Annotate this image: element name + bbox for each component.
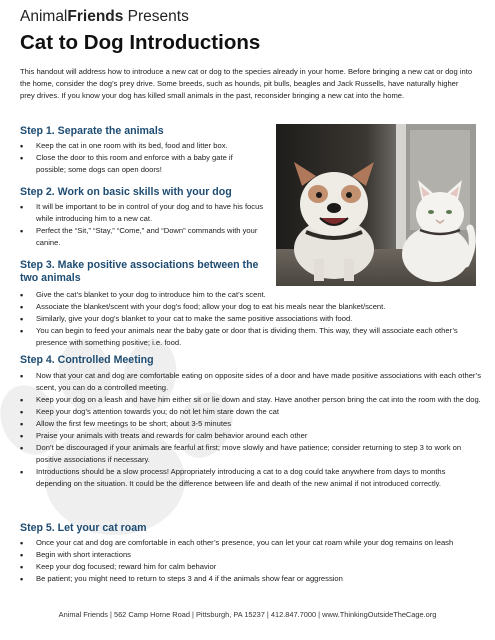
list-item: • Don’t be discouraged if your animals are fearful at first; move slowly and have patience; consider returning to step 3 to work on positive associations if necessary.	[20, 442, 482, 466]
list-item: • Give the cat’s blanket to your dog to introduce him to the cat’s scent.	[20, 289, 482, 301]
list-item: • Begin with short interactions	[20, 549, 482, 561]
list-item: • Keep your dog focused; reward him for calm behavior	[20, 561, 482, 573]
list-item: • Keep your dog’s attention towards you; do not let him stare down the cat	[20, 406, 482, 418]
list-item: • You can begin to feed your animals near the baby gate or door that is dividing them. This way, they will associate each other’s presence with something positive; i.e. food.	[20, 325, 482, 349]
step-1-list	[20, 140, 270, 176]
list-item: • Allow the first few meetings to be short; about 3-5 minutes	[20, 418, 482, 430]
step-4-heading: Step 4. Controlled Meeting	[20, 354, 154, 366]
brand-name-regular: Animal	[20, 8, 68, 25]
list-item: • Once your cat and dog are comfortable in each other’s presence, you can let your cat roam while your dog remains on leash	[20, 537, 482, 549]
list-item: • Perfect the “Sit,” “Stay,” “Come,” and “Down” commands with your canine.	[20, 225, 265, 249]
brand-name-bold: Friends	[67, 8, 124, 25]
list-item: • Associate the blanket/scent with your dog’s food; allow your dog to eat his meals near the blanket/scent.	[20, 301, 482, 313]
step-2-heading: Step 2. Work on basic skills with your dog	[20, 186, 232, 198]
step-5-list	[20, 537, 482, 585]
step-5-heading: Step 5. Let your cat roam	[20, 522, 147, 534]
step-4-list	[20, 370, 482, 490]
step-2-list	[20, 201, 265, 249]
list-item: • Be patient; you might need to return to steps 3 and 4 if the animals show fear or aggression	[20, 573, 482, 585]
dog-and-cat-illustration	[276, 124, 476, 286]
step-3-list	[20, 289, 482, 349]
step-1-heading: Step 1. Separate the animals	[20, 125, 164, 137]
list-item: • It will be important to be in control of your dog and to have his focus while introducing him to a new cat.	[20, 201, 265, 225]
list-item: • Close the door to this room and enforce with a baby gate if possible; some dogs can open doors!	[20, 152, 258, 176]
brand-line	[20, 8, 189, 26]
list-item: • Keep the cat in one room with its bed, food and litter box.	[20, 140, 270, 152]
step-3-heading: Step 3. Make positive associations between the two animals	[20, 259, 259, 284]
footer-contact: Animal Friends | 562 Camp Horne Road | Pittsburgh, PA 15237 | 412.847.7000 | www.ThinkingOutsideTheCage.org	[58, 610, 437, 619]
list-item: • Introductions should be a slow process! Appropriately introducing a cat to a dog could take anywhere from days to months depending on the situation. It could be the difference between life and death of the new animal if not introduced correctly.	[20, 466, 482, 490]
list-item: • Similarly, give your dog’s blanket to your cat to make the same positive associations with food.	[20, 313, 482, 325]
list-item: • Keep your dog on a leash and have him either sit or lie down and stay. Have another person bring the cat into the room with the dog.	[20, 394, 482, 406]
brand-suffix: Presents	[123, 8, 189, 25]
list-item: • Praise your animals with treats and rewards for calm behavior around each other	[20, 430, 482, 442]
list-item: • Now that your cat and dog are comfortable eating on opposite sides of a door and have made positive associations with each other’s scent, you can do a controlled meeting.	[20, 370, 482, 394]
intro-paragraph: This handout will address how to introduce a new cat or dog to the species already in your home. Before bringing a new cat or dog into the home, consider the dog’s prey drive. Some breeds, such as hounds, pit bulls, beagles and Jack Russells, have naturally higher prey drives. If you know your dog has killed small animals in the past, reconsider bringing a new cat into the home.	[20, 67, 473, 100]
dog-and-cat-photo	[276, 124, 476, 286]
page-title: Cat to Dog Introductions	[20, 31, 261, 54]
